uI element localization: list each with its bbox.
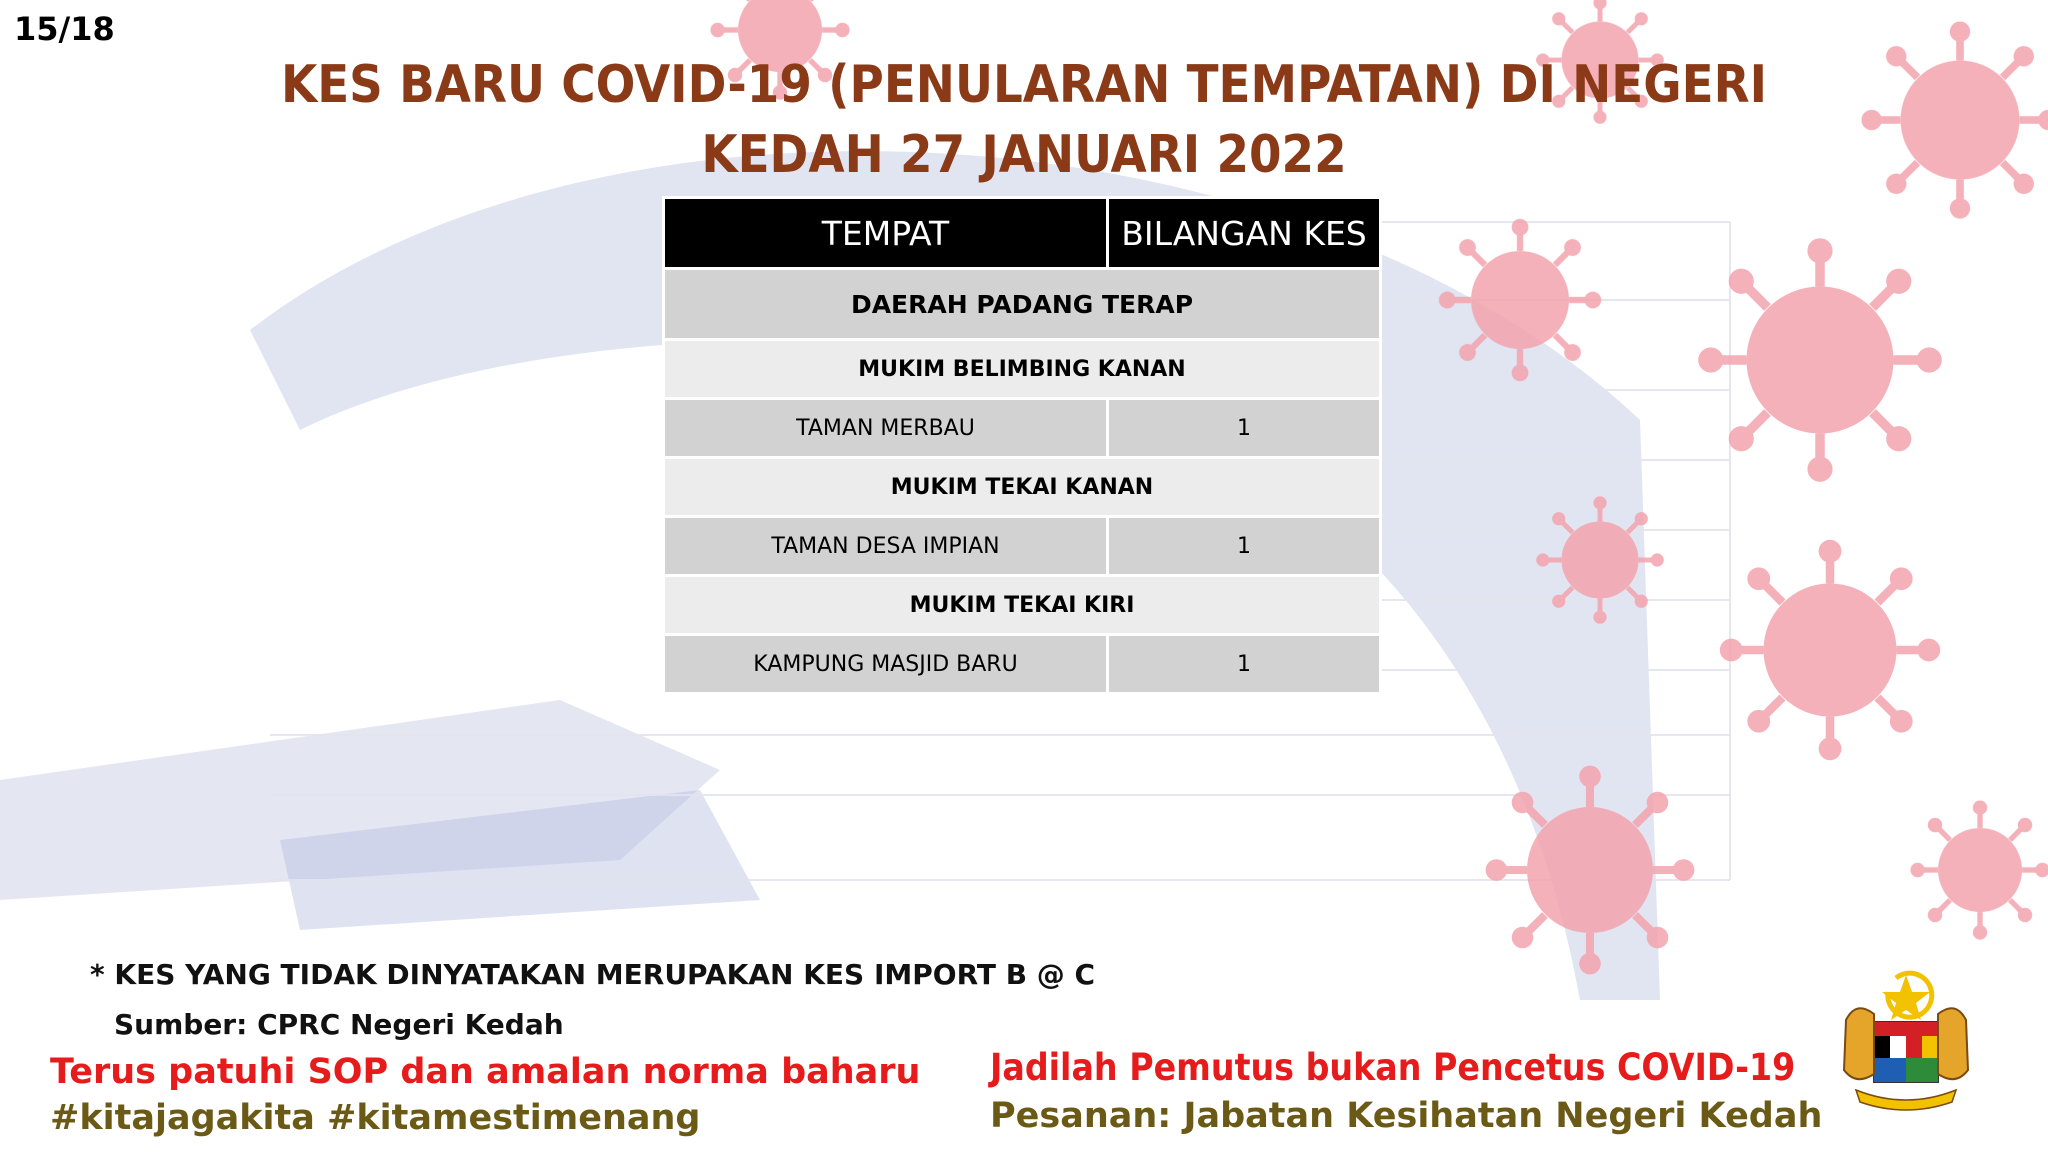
place-name: TAMAN DESA IMPIAN (664, 517, 1108, 576)
district-name: DAERAH PADANG TERAP (664, 269, 1381, 340)
header-bilangan-kes: BILANGAN KES (1108, 198, 1381, 269)
table-row (664, 635, 1381, 694)
mukim-name: MUKIM BELIMBING KANAN (664, 340, 1381, 399)
place-name: KAMPUNG MASJID BARU (664, 635, 1108, 694)
page-number: 15/18 (14, 10, 115, 48)
table-row (664, 517, 1381, 576)
header-tempat: TEMPAT (664, 198, 1108, 269)
mukim-name: MUKIM TEKAI KIRI (664, 576, 1381, 635)
footnote: * KES YANG TIDAK DINYATAKAN MERUPAKAN KES IMPORT B @ C (90, 958, 1096, 991)
mukim-row (664, 458, 1381, 517)
message-from: Pesanan: Jabatan Kesihatan Negeri Kedah (990, 1096, 1823, 1136)
page-title (0, 50, 2048, 190)
slogan: Jadilah Pemutus bukan Pencetus COVID-19 (990, 1046, 1796, 1089)
case-count: 1 (1108, 635, 1381, 694)
case-count: 1 (1108, 517, 1381, 576)
table-header-row (664, 198, 1381, 269)
district-row (664, 269, 1381, 340)
mukim-row (664, 340, 1381, 399)
place-name: TAMAN MERBAU (664, 399, 1108, 458)
mukim-row (664, 576, 1381, 635)
title-line-1: KES BARU COVID-19 (PENULARAN TEMPATAN) DI NEGERI (280, 55, 1768, 115)
sop-message: Terus patuhi SOP dan amalan norma baharu (50, 1052, 921, 1092)
hashtags: #kitajagakita #kitamestimenang (50, 1098, 701, 1138)
malaysia-coat-of-arms-icon (1826, 970, 1986, 1120)
case-count: 1 (1108, 399, 1381, 458)
cases-table (662, 196, 1382, 695)
mukim-name: MUKIM TEKAI KANAN (664, 458, 1381, 517)
table-row (664, 399, 1381, 458)
title-line-2: KEDAH 27 JANUARI 2022 (701, 125, 1347, 185)
source-text: Sumber: CPRC Negeri Kedah (114, 1008, 564, 1041)
